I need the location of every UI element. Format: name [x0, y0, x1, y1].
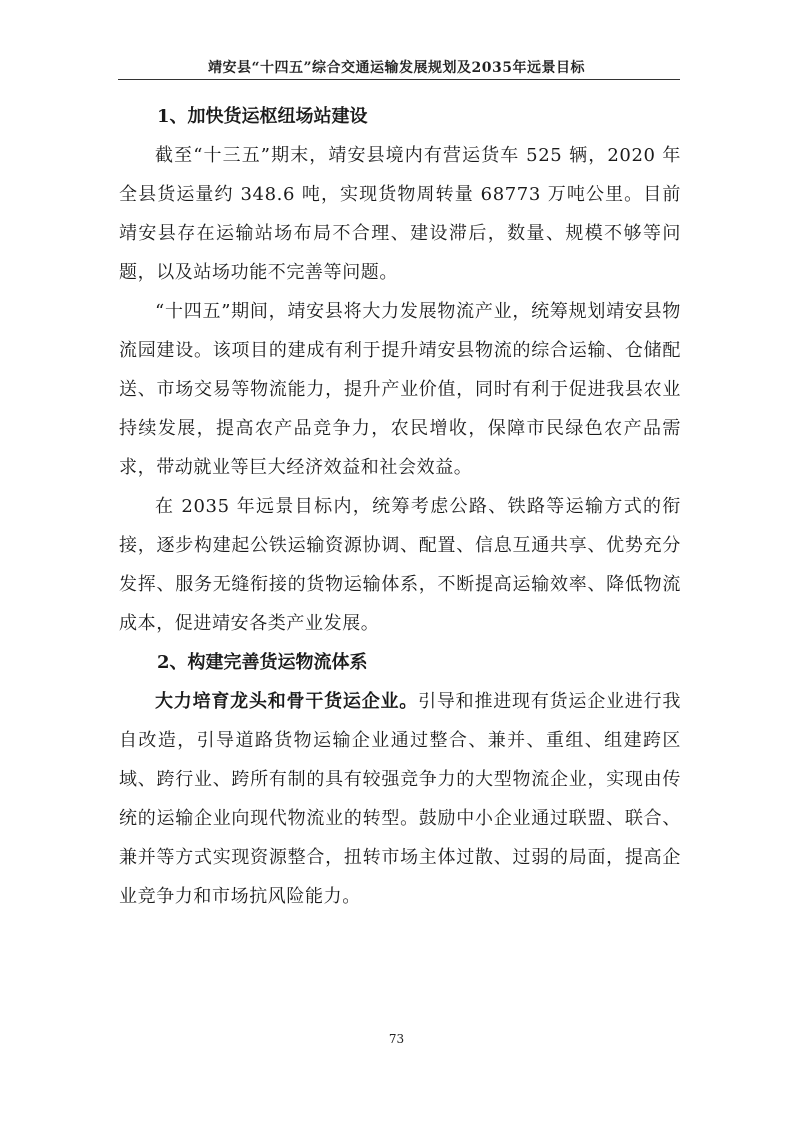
document-body	[119, 97, 681, 916]
section-heading-1: 1、加快货运枢纽场站建设	[157, 106, 368, 127]
section-1-paragraph-2: “十四五”期间，靖安县将大力发展物流产业，统筹规划靖安县物流园建设。该项目的建成有利于提升靖安县物流的综合运输、仓储配送、市场交易等物流能力，提升产业价值，同时有利于促进我县农业持续发展，提高农产品竞争力，农民增收，保障市民绿色农产品需求，带动就业等巨大经济效益和社会效益。	[119, 301, 681, 478]
header-divider	[118, 79, 680, 80]
page-number: 73	[388, 1032, 405, 1046]
section-2-paragraph-text: 引导和推进现有货运企业进行我自改造，引导道路货物运输企业通过整合、兼并、重组、组建跨区域、跨行业、跨所有制的具有较强竞争力的大型物流企业，实现由传统的运输企业向现代物流业的转型。鼓励中小企业通过联盟、联合、兼并等方式实现资源整合，扭转市场主体过散、过弱的局面，提高企业竞争力和市场抗风险能力。	[119, 691, 681, 907]
section-2-paragraph-1	[119, 682, 681, 916]
section-2-lead-sentence: 大力培育龙头和骨干货运企业。	[155, 691, 419, 712]
page-header-title: 靖安县“十四五”综合交通运输发展规划及2035年远景目标	[207, 60, 586, 76]
section-heading-2: 2、构建完善货运物流体系	[157, 652, 368, 673]
section-1-paragraph-1: 截至“十三五”期末，靖安县境内有营运货车 525 辆，2020 年全县货运量约 348.6 吨，实现货物周转量 68773 万吨公里。目前靖安县存在运输站场布局不合理、建设滞后，数量、规模不够等问题，以及站场功能不完善等问题。	[119, 145, 681, 283]
section-1-paragraph-3: 在 2035 年远景目标内，统筹考虑公路、铁路等运输方式的衔接，逐步构建起公铁运输资源协调、配置、信息互通共享、优势充分发挥、服务无缝衔接的货物运输体系，不断提高运输效率、降低物流成本，促进靖安各类产业发展。	[119, 496, 681, 634]
